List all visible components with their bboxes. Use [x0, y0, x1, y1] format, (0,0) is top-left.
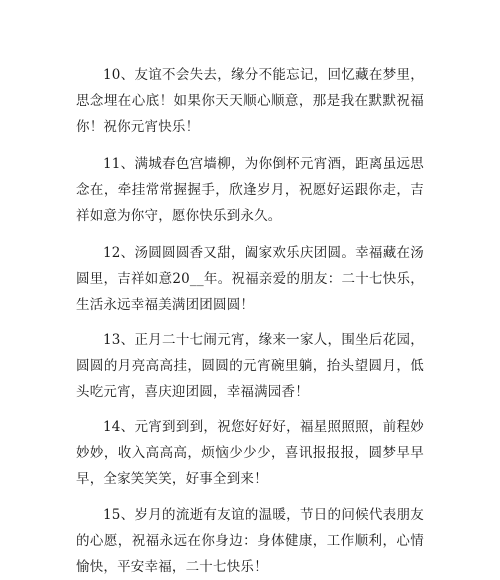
paragraph-12: 12、汤圆圆圆香又甜，阖家欢乐庆团圆。幸福藏在汤圆里，吉祥如意20__年。祝福亲爱的朋友：二十七快乐，生活永远幸福美满团团圆圆！ — [76, 245, 424, 313]
paragraph-13: 13、正月二十七闹元宵，缘来一家人，围坐后花园，圆圆的月亮高高挂，圆圆的元宵碗里躺，抬头望圆月，低头吃元宵，喜庆迎团圆，幸福满园香！ — [76, 332, 424, 400]
paragraph-14: 14、元宵到到到，祝您好好好，福星照照照，前程妙妙妙，收入高高高，烦恼少少少，喜讯报报报，圆梦早早早，全家笑笑笑，好事全到来！ — [76, 419, 424, 487]
paragraph-11: 11、满城春色宫墙柳，为你倒杯元宵酒，距离虽远思念在，牵挂常常握握手，欣逢岁月，祝愿好运跟你走，吉祥如意为你守，愿你快乐到永久。 — [76, 156, 424, 224]
paragraph-15: 15、岁月的流逝有友谊的温暖，节日的问候代表朋友的心愿，祝福永远在你身边：身体健康，工作顺利，心情愉快，平安幸福，二十七快乐！ — [76, 507, 424, 575]
paragraph-10: 10、友谊不会失去，缘分不能忘记，回忆藏在梦里，思念埋在心底！如果你天天顺心顺意，那是我在默默祝福你！祝你元宵快乐！ — [76, 67, 424, 135]
